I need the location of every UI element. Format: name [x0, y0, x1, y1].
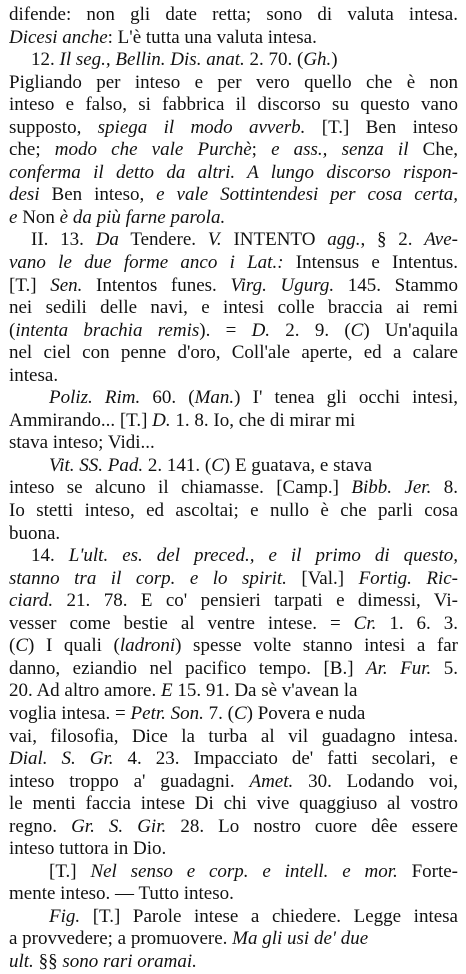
text-segment: ) I quali ( — [28, 635, 120, 657]
text-segment: regno. — [9, 815, 72, 837]
text-segment: 2. 141. ( — [143, 454, 212, 476]
text-segment: supposto, — [9, 116, 98, 138]
text-line — [9, 297, 458, 320]
text-line — [9, 838, 458, 861]
text-line — [9, 906, 458, 929]
text-line — [9, 703, 458, 726]
text-segment: 60. ( — [140, 387, 195, 409]
italic-text-segment: Fortig. Ric- — [358, 567, 458, 589]
italic-text-segment: V. — [207, 229, 222, 251]
text-line — [9, 523, 458, 546]
italic-text-segment: spiega il modo avverb. — [97, 116, 306, 138]
text-line — [9, 94, 458, 117]
text-line — [9, 635, 458, 658]
italic-text-segment: D. — [251, 319, 271, 341]
text-line — [9, 748, 458, 771]
italic-text-segment: vano le due forme anco i Lat.: — [9, 252, 284, 274]
text-segment: 4. 23. Impacciato de' fatti secolari, e — [113, 748, 458, 770]
italic-text-segment: Ave- — [424, 229, 458, 251]
text-line — [9, 726, 458, 749]
text-line — [9, 793, 458, 816]
text-segment: Ben inteso, — [39, 184, 157, 206]
text-segment: ) spesse volte stanno intesi a far — [175, 635, 458, 657]
text-segment: voglia intesa. = — [9, 702, 131, 724]
text-segment: 1. 6. 3. — [376, 612, 458, 634]
text-line — [9, 951, 458, 974]
italic-text-segment: e ass., senza il — [271, 139, 409, 161]
italic-text-segment: intenta brachia remis — [15, 319, 200, 341]
text-segment: 145. Stammo — [334, 274, 458, 296]
text-segment: ) — [331, 49, 338, 71]
text-line — [9, 139, 458, 162]
text-segment: [T.] Ben inteso — [305, 116, 458, 138]
text-segment: inteso se alcuno il chiamasse. [Camp.] — [9, 477, 352, 499]
text-line — [9, 455, 458, 478]
italic-text-segment: Dicesi anche — [9, 26, 108, 48]
italic-text-segment: sono rari oramai. — [62, 950, 197, 972]
text-segment: danno, eziandio nel pacifico tempo. [B.] — [9, 657, 367, 679]
text-segment: intesa. — [9, 364, 59, 386]
text-segment: [T.] Parole intese a chiedere. Legge intesa — [80, 905, 458, 927]
italic-text-segment: Da — [95, 229, 119, 251]
italic-text-segment: Amet. — [249, 770, 294, 792]
text-segment: mente inteso. — Tutto inteso. — [9, 883, 234, 905]
italic-text-segment: Cr. — [353, 612, 377, 634]
text-segment: [Val.] — [286, 567, 359, 589]
text-segment: II. 13. — [31, 229, 96, 251]
text-line — [9, 477, 458, 500]
text-line — [9, 320, 458, 343]
text-line — [9, 568, 458, 591]
text-line — [9, 387, 458, 410]
italic-text-segment: ciard. — [9, 590, 54, 612]
text-segment: 30. Lodando voi, — [293, 770, 458, 792]
text-segment: Che, — [408, 139, 458, 161]
text-segment: Non — [17, 206, 60, 228]
text-segment: 8. — [431, 477, 458, 499]
text-line — [9, 184, 458, 207]
text-segment: vesser come bestie al ventre intese. = — [9, 612, 354, 634]
text-segment: le menti faccia intese Di chi vive quaggiuso al vostro — [9, 793, 458, 815]
text-line — [9, 680, 458, 703]
text-line — [9, 229, 458, 252]
text-segment: ) Un'aquila — [363, 319, 458, 341]
text-line — [9, 4, 458, 27]
italic-text-segment: E — [160, 680, 173, 702]
text-line — [9, 500, 458, 523]
italic-text-segment: Ma gli usi de' due — [232, 928, 369, 950]
text-segment: nel ciel con penne d'oro, Coll'ale aperte, ed a calare — [9, 342, 458, 364]
text-segment: INTENTO — [221, 229, 328, 251]
text-line — [9, 861, 458, 884]
italic-text-segment: modo che vale Purchè — [54, 139, 252, 161]
text-segment: 1. 8. Io, che di mirar mi — [170, 409, 356, 431]
text-segment: Intensus e Intentus. — [283, 252, 458, 274]
italic-text-segment: ladroni — [119, 635, 176, 657]
italic-text-segment: Gh. — [303, 49, 332, 71]
text-segment: ). = — [199, 319, 252, 341]
italic-text-segment: Dial. S. Gr. — [9, 748, 114, 770]
text-segment: nei sedili delle navi, e intesi colle braccia ai remi — [9, 297, 458, 319]
text-segment: Pigliando per inteso e per vero quello che è non — [9, 71, 458, 93]
italic-text-segment: C — [350, 319, 364, 341]
italic-text-segment: Nel senso e corp. e intell. e mor. — [90, 860, 398, 882]
italic-text-segment: Gr. S. Gir. — [71, 815, 167, 837]
text-segment: [T.] — [49, 860, 91, 882]
text-segment: ) I' tenea gli occhi intesi, — [234, 387, 458, 409]
text-segment: difende: non gli date retta; sono di valuta intesa. — [9, 4, 458, 25]
italic-text-segment: stanno tra il corp. e lo spirit. — [9, 567, 287, 589]
text-segment: a provvedere; a promuovere. — [9, 928, 233, 950]
text-line — [9, 117, 458, 140]
text-line — [9, 410, 458, 433]
text-segment: , § 2. — [360, 229, 425, 251]
text-segment: 7. ( — [203, 702, 234, 724]
text-segment: 14. — [31, 545, 69, 567]
text-line — [9, 27, 458, 50]
italic-text-segment: Vit. SS. Pad. — [49, 454, 144, 476]
text-line — [9, 613, 458, 636]
italic-text-segment: agg. — [327, 229, 361, 251]
text-segment: 12. — [31, 49, 60, 71]
text-line — [9, 545, 458, 568]
italic-text-segment: Poliz. Rim. — [49, 387, 141, 409]
italic-text-segment: Fig. — [49, 905, 81, 927]
italic-text-segment: Virg. Ugurg. — [230, 274, 335, 296]
text-segment: §§ — [33, 950, 63, 972]
text-segment: 28. Lo nostro cuore dêe essere — [166, 815, 458, 837]
text-segment: inteso troppo a' guadagni. — [9, 770, 250, 792]
text-line — [9, 590, 458, 613]
text-line — [9, 162, 458, 185]
italic-text-segment: Ar. Fur. — [366, 657, 432, 679]
text-segment: [T.] — [9, 274, 51, 296]
italic-text-segment: C — [15, 635, 29, 657]
italic-text-segment: desi — [9, 184, 40, 206]
text-segment: ; — [251, 139, 272, 161]
text-segment: ( — [9, 319, 16, 341]
text-segment: 21. 78. E co' pensieri tarpati e dimessi, Vi- — [53, 590, 458, 612]
italic-text-segment: Sen. — [50, 274, 83, 296]
text-segment: ) Povera e nuda — [246, 702, 366, 724]
italic-text-segment: Petr. Son. — [130, 702, 204, 724]
text-segment: vai, filosofia, Dice la turba al vil guadagno intesa. — [9, 725, 458, 747]
italic-text-segment: C — [233, 702, 247, 724]
text-line — [9, 365, 458, 388]
italic-text-segment: D. — [152, 409, 171, 431]
text-segment: 20. Ad altro amore. — [9, 680, 161, 702]
text-line — [9, 658, 458, 681]
italic-text-segment: conferma il detto da altri. A lungo discorso rispon- — [9, 161, 458, 183]
text-segment: inteso e falso, si fabbrica il discorso su questo vano — [9, 94, 458, 116]
text-segment: che; — [9, 139, 55, 161]
italic-text-segment: C — [211, 454, 224, 476]
italic-text-segment: ult. — [9, 950, 34, 972]
text-segment: Ammirando... [T.] — [9, 409, 153, 431]
italic-text-segment: Il seg., Bellin. Dis. anat. — [59, 49, 245, 71]
italic-text-segment: Bibb. Jer. — [351, 477, 432, 499]
text-segment: stava inteso; Vidi... — [9, 432, 155, 454]
italic-text-segment: e — [9, 206, 18, 228]
text-segment: Forte- — [397, 860, 458, 882]
text-segment: ( — [9, 635, 16, 657]
text-line — [9, 816, 458, 839]
text-segment: ) E guatava, e stava — [223, 454, 373, 476]
text-segment: 2. 70. ( — [244, 49, 304, 71]
text-segment: inteso tuttora in Dio. — [9, 838, 167, 860]
text-line — [9, 883, 458, 906]
text-segment: Io stetti inteso, ed ascoltai; e nullo è che parli cosa — [9, 500, 458, 522]
text-segment: Tendere. — [118, 229, 208, 251]
text-line — [9, 72, 458, 95]
text-segment: 2. 9. ( — [270, 319, 351, 341]
text-line — [9, 275, 458, 298]
text-line — [9, 928, 458, 951]
italic-text-segment: è da più farne parola. — [59, 206, 226, 228]
italic-text-segment: e vale Sottintendesi per cosa certa, — [156, 184, 458, 206]
text-segment: 5. — [431, 657, 458, 679]
italic-text-segment: L'ult. es. del preced., e il primo di questo, — [68, 545, 458, 567]
text-segment: buona. — [9, 522, 61, 544]
italic-text-segment: Man. — [194, 387, 235, 409]
text-line — [9, 771, 458, 794]
text-line — [9, 252, 458, 275]
text-line — [9, 342, 458, 365]
text-line — [9, 432, 458, 455]
text-segment: : L'è tutta una valuta intesa. — [107, 26, 317, 48]
text-segment: Intentos funes. — [82, 274, 231, 296]
text-line — [9, 207, 458, 230]
text-line — [9, 49, 458, 72]
text-segment: 15. 91. Da sè v'avean la — [172, 680, 358, 702]
